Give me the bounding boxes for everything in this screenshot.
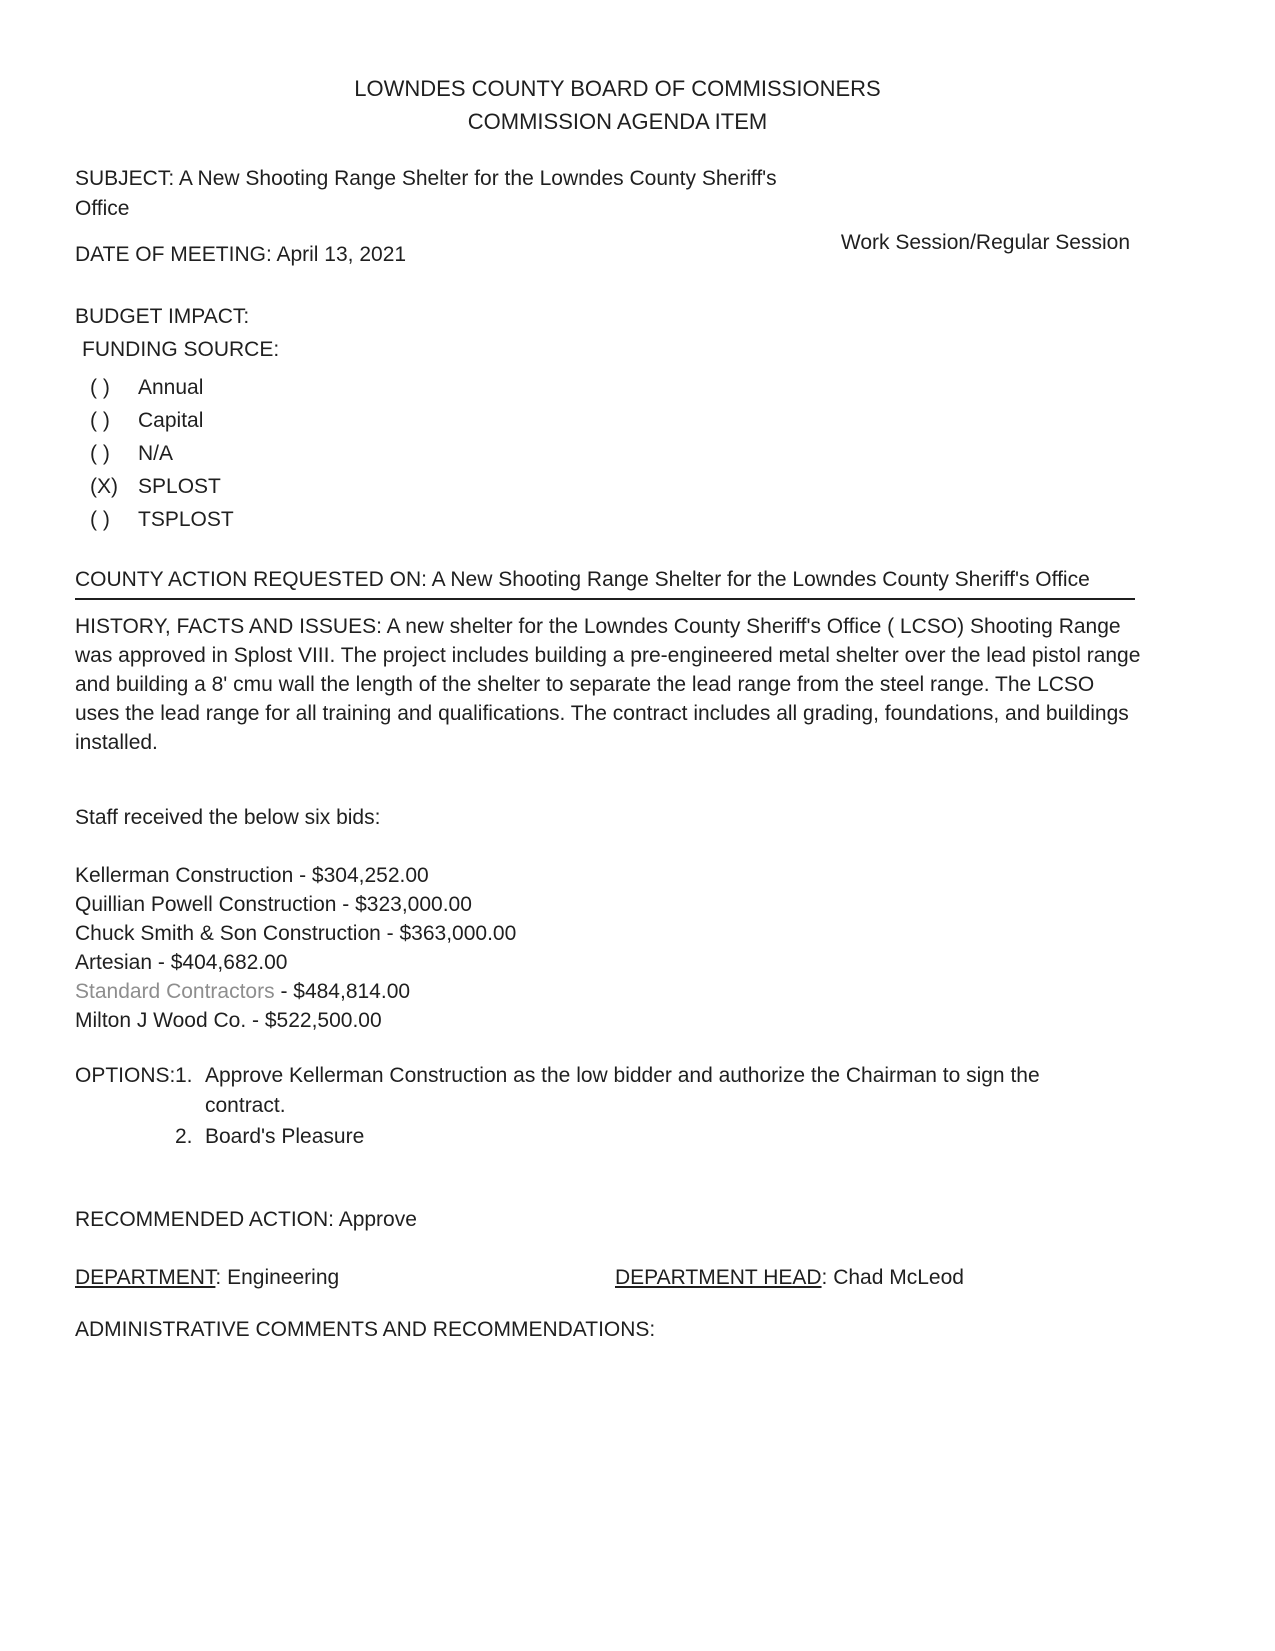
header-title-line1: LOWNDES COUNTY BOARD OF COMMISSIONERS — [354, 76, 881, 101]
department-head-label: DEPARTMENT HEAD — [615, 1266, 822, 1289]
options-list — [175, 1061, 1085, 1152]
bid-amount: - $304,252.00 — [293, 864, 429, 887]
option-text: Board's Pleasure — [205, 1125, 365, 1148]
checkbox-mark: ( ) — [90, 376, 110, 399]
funding-option-label: TSPLOST — [138, 508, 234, 531]
bid-amount: - $323,000.00 — [336, 893, 472, 916]
option-item-1 — [175, 1061, 1085, 1121]
meeting-date: DATE OF MEETING: April 13, 2021 — [75, 243, 407, 266]
option-item-2 — [175, 1122, 1085, 1152]
bidder-name: Quillian Powell Construction — [75, 893, 337, 916]
subject-line: SUBJECT: A New Shooting Range Shelter for the Lowndes County Sheriff's Office — [75, 167, 777, 220]
bids-intro-line: Staff received the below six bids: — [75, 806, 381, 829]
recommended-action-line: RECOMMENDED ACTION: Approve — [75, 1208, 417, 1231]
funding-options-list — [75, 371, 1160, 536]
bid-row — [75, 919, 1160, 948]
department-head-field — [615, 1263, 964, 1292]
bid-row — [75, 948, 1160, 977]
bidder-name: Kellerman Construction — [75, 864, 294, 887]
option-number: 1. — [175, 1064, 193, 1087]
options-section — [75, 1061, 1160, 1152]
bid-row — [75, 890, 1160, 919]
county-action-line: COUNTY ACTION REQUESTED ON: A New Shooting Range Shelter for the Lowndes County Sheriff's Office — [75, 565, 1135, 600]
option-text: Approve Kellerman Construction as the low bidder and authorize the Chairman to sign the contract. — [205, 1064, 1040, 1117]
bidder-name: Artesian — [75, 951, 153, 974]
checkbox-mark: ( ) — [90, 442, 110, 465]
department-field — [75, 1263, 615, 1292]
department-head-value: : Chad McLeod — [821, 1266, 964, 1289]
options-label: OPTIONS: — [75, 1064, 176, 1087]
bid-row — [75, 861, 1160, 890]
option-number: 2. — [175, 1125, 193, 1148]
bid-row — [75, 1006, 1160, 1035]
document-header — [75, 72, 1160, 138]
funding-option-label: N/A — [138, 442, 174, 465]
admin-comments-label: ADMINISTRATIVE COMMENTS AND RECOMMENDATIONS: — [75, 1318, 656, 1341]
budget-impact-label: BUDGET IMPACT: — [75, 305, 250, 328]
bidder-name: Milton J Wood Co. — [75, 1009, 247, 1032]
funding-option-label: Capital — [138, 409, 204, 432]
bidder-name: Chuck Smith & Son Construction — [75, 922, 381, 945]
department-value: : Engineering — [215, 1266, 340, 1289]
department-row — [75, 1263, 1160, 1292]
checkbox-mark: ( ) — [90, 409, 110, 432]
meeting-row — [75, 231, 1160, 269]
bid-amount: - $522,500.00 — [246, 1009, 382, 1032]
session-type: Work Session/Regular Session — [840, 231, 1130, 254]
funding-option-tsplost — [75, 503, 1160, 536]
bid-amount: - $484,814.00 — [274, 980, 411, 1003]
department-label: DEPARTMENT — [75, 1266, 216, 1289]
funding-option-label: SPLOST — [138, 475, 221, 498]
checkbox-mark: ( ) — [90, 508, 110, 531]
funding-option-na — [75, 437, 1160, 470]
bid-row — [75, 977, 1160, 1006]
bid-list — [75, 861, 1160, 1035]
bid-amount: - $404,682.00 — [152, 951, 288, 974]
funding-option-label: Annual — [138, 376, 204, 399]
bid-amount: - $363,000.00 — [380, 922, 517, 945]
funding-option-annual — [75, 371, 1160, 404]
funding-source-label: FUNDING SOURCE: — [82, 338, 280, 361]
funding-option-splost — [75, 470, 1160, 503]
bidder-name-muted: Standard Contractors — [75, 980, 275, 1003]
history-facts-paragraph: HISTORY, FACTS AND ISSUES: A new shelter for the Lowndes County Sheriff's Office ( LCSO) Shooting Range was approved in Splost VIII. The project includes building a pre-engineered metal shelter over the lead pistol range and building a 8' cmu wall the length of the shelter to separate the lead range from the steel range. The LCSO uses the lead range for all training and qualifications. The contract includes all grading, foundations, and buildings installed. — [75, 615, 1141, 754]
checkbox-mark-checked: (X) — [90, 475, 118, 498]
funding-option-capital — [75, 404, 1160, 437]
header-title-line2: COMMISSION AGENDA ITEM — [467, 109, 768, 134]
